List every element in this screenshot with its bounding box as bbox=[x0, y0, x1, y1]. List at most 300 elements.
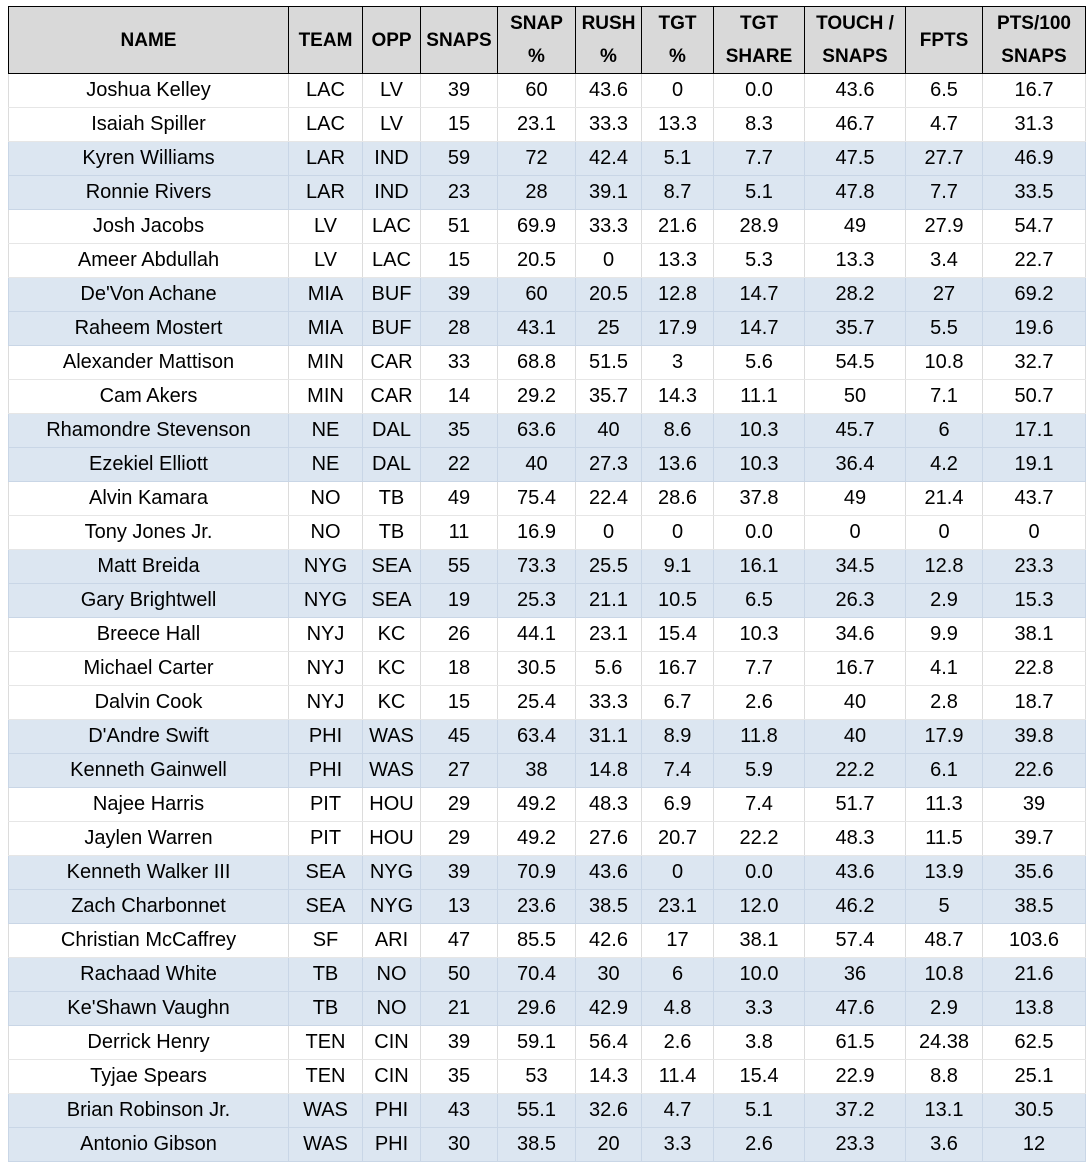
cell-fpts[interactable]: 24.38 bbox=[906, 1026, 983, 1060]
cell-opp[interactable]: KC bbox=[363, 686, 421, 720]
cell-opp[interactable]: IND bbox=[363, 142, 421, 176]
cell-tgt-pct[interactable]: 0 bbox=[642, 856, 714, 890]
cell-snap-pct[interactable]: 25.4 bbox=[498, 686, 576, 720]
cell-team[interactable]: MIN bbox=[289, 380, 363, 414]
cell-team[interactable]: PIT bbox=[289, 822, 363, 856]
cell-rush-pct[interactable]: 14.3 bbox=[576, 1060, 642, 1094]
cell-tgt-share[interactable]: 38.1 bbox=[714, 924, 805, 958]
cell-snap-pct[interactable]: 60 bbox=[498, 278, 576, 312]
cell-tgt-pct[interactable]: 28.6 bbox=[642, 482, 714, 516]
cell-snap-pct[interactable]: 38.5 bbox=[498, 1128, 576, 1162]
cell-fpts[interactable]: 6.5 bbox=[906, 74, 983, 108]
cell-pts-per-100-snaps[interactable]: 15.3 bbox=[983, 584, 1086, 618]
cell-snaps[interactable]: 26 bbox=[421, 618, 498, 652]
cell-touch-per-snaps[interactable]: 16.7 bbox=[805, 652, 906, 686]
cell-snap-pct[interactable]: 85.5 bbox=[498, 924, 576, 958]
cell-team[interactable]: TB bbox=[289, 992, 363, 1026]
cell-opp[interactable]: CAR bbox=[363, 346, 421, 380]
cell-fpts[interactable]: 0 bbox=[906, 516, 983, 550]
cell-snap-pct[interactable]: 23.6 bbox=[498, 890, 576, 924]
cell-snaps[interactable]: 18 bbox=[421, 652, 498, 686]
cell-pts-per-100-snaps[interactable]: 43.7 bbox=[983, 482, 1086, 516]
cell-fpts[interactable]: 4.2 bbox=[906, 448, 983, 482]
cell-tgt-share[interactable]: 5.1 bbox=[714, 176, 805, 210]
column-header-tgt-pct[interactable]: TGT % bbox=[642, 7, 714, 74]
cell-fpts[interactable]: 5 bbox=[906, 890, 983, 924]
cell-team[interactable]: PHI bbox=[289, 754, 363, 788]
cell-team[interactable]: LAC bbox=[289, 108, 363, 142]
cell-fpts[interactable]: 7.1 bbox=[906, 380, 983, 414]
cell-snap-pct[interactable]: 68.8 bbox=[498, 346, 576, 380]
cell-name[interactable]: Antonio Gibson bbox=[9, 1128, 289, 1162]
cell-rush-pct[interactable]: 22.4 bbox=[576, 482, 642, 516]
cell-snap-pct[interactable]: 63.6 bbox=[498, 414, 576, 448]
cell-tgt-share[interactable]: 22.2 bbox=[714, 822, 805, 856]
cell-tgt-share[interactable]: 6.5 bbox=[714, 584, 805, 618]
cell-name[interactable]: Isaiah Spiller bbox=[9, 108, 289, 142]
cell-snap-pct[interactable]: 29.6 bbox=[498, 992, 576, 1026]
cell-snaps[interactable]: 35 bbox=[421, 1060, 498, 1094]
cell-name[interactable]: Gary Brightwell bbox=[9, 584, 289, 618]
cell-rush-pct[interactable]: 27.3 bbox=[576, 448, 642, 482]
cell-snap-pct[interactable]: 69.9 bbox=[498, 210, 576, 244]
cell-pts-per-100-snaps[interactable]: 46.9 bbox=[983, 142, 1086, 176]
cell-pts-per-100-snaps[interactable]: 103.6 bbox=[983, 924, 1086, 958]
cell-touch-per-snaps[interactable]: 47.5 bbox=[805, 142, 906, 176]
cell-tgt-share[interactable]: 7.7 bbox=[714, 652, 805, 686]
cell-opp[interactable]: HOU bbox=[363, 822, 421, 856]
cell-snap-pct[interactable]: 63.4 bbox=[498, 720, 576, 754]
cell-tgt-share[interactable]: 16.1 bbox=[714, 550, 805, 584]
cell-rush-pct[interactable]: 48.3 bbox=[576, 788, 642, 822]
column-header-pts-per-100-snaps[interactable]: PTS/100 SNAPS bbox=[983, 7, 1086, 74]
cell-fpts[interactable]: 12.8 bbox=[906, 550, 983, 584]
cell-name[interactable]: Tony Jones Jr. bbox=[9, 516, 289, 550]
cell-pts-per-100-snaps[interactable]: 22.7 bbox=[983, 244, 1086, 278]
cell-opp[interactable]: NYG bbox=[363, 890, 421, 924]
cell-touch-per-snaps[interactable]: 40 bbox=[805, 720, 906, 754]
cell-tgt-share[interactable]: 7.7 bbox=[714, 142, 805, 176]
cell-tgt-share[interactable]: 11.8 bbox=[714, 720, 805, 754]
cell-rush-pct[interactable]: 21.1 bbox=[576, 584, 642, 618]
cell-tgt-pct[interactable]: 15.4 bbox=[642, 618, 714, 652]
cell-rush-pct[interactable]: 35.7 bbox=[576, 380, 642, 414]
cell-fpts[interactable]: 8.8 bbox=[906, 1060, 983, 1094]
cell-tgt-pct[interactable]: 11.4 bbox=[642, 1060, 714, 1094]
cell-team[interactable]: NE bbox=[289, 448, 363, 482]
cell-opp[interactable]: TB bbox=[363, 516, 421, 550]
cell-tgt-pct[interactable]: 8.7 bbox=[642, 176, 714, 210]
cell-pts-per-100-snaps[interactable]: 19.1 bbox=[983, 448, 1086, 482]
cell-rush-pct[interactable]: 23.1 bbox=[576, 618, 642, 652]
cell-opp[interactable]: LAC bbox=[363, 210, 421, 244]
cell-team[interactable]: WAS bbox=[289, 1128, 363, 1162]
cell-fpts[interactable]: 4.7 bbox=[906, 108, 983, 142]
cell-tgt-share[interactable]: 10.3 bbox=[714, 414, 805, 448]
cell-snaps[interactable]: 47 bbox=[421, 924, 498, 958]
cell-tgt-pct[interactable]: 23.1 bbox=[642, 890, 714, 924]
cell-name[interactable]: Kenneth Walker III bbox=[9, 856, 289, 890]
cell-tgt-pct[interactable]: 9.1 bbox=[642, 550, 714, 584]
cell-name[interactable]: Derrick Henry bbox=[9, 1026, 289, 1060]
cell-rush-pct[interactable]: 31.1 bbox=[576, 720, 642, 754]
cell-tgt-pct[interactable]: 17.9 bbox=[642, 312, 714, 346]
cell-tgt-share[interactable]: 0.0 bbox=[714, 856, 805, 890]
cell-rush-pct[interactable]: 39.1 bbox=[576, 176, 642, 210]
cell-rush-pct[interactable]: 51.5 bbox=[576, 346, 642, 380]
cell-snap-pct[interactable]: 60 bbox=[498, 74, 576, 108]
cell-snap-pct[interactable]: 53 bbox=[498, 1060, 576, 1094]
cell-team[interactable]: TB bbox=[289, 958, 363, 992]
cell-team[interactable]: SF bbox=[289, 924, 363, 958]
cell-team[interactable]: WAS bbox=[289, 1094, 363, 1128]
cell-snaps[interactable]: 13 bbox=[421, 890, 498, 924]
cell-touch-per-snaps[interactable]: 23.3 bbox=[805, 1128, 906, 1162]
cell-fpts[interactable]: 2.9 bbox=[906, 992, 983, 1026]
cell-team[interactable]: NYJ bbox=[289, 686, 363, 720]
cell-touch-per-snaps[interactable]: 46.7 bbox=[805, 108, 906, 142]
cell-fpts[interactable]: 27 bbox=[906, 278, 983, 312]
cell-tgt-share[interactable]: 12.0 bbox=[714, 890, 805, 924]
cell-tgt-share[interactable]: 2.6 bbox=[714, 1128, 805, 1162]
cell-tgt-share[interactable]: 5.3 bbox=[714, 244, 805, 278]
cell-opp[interactable]: IND bbox=[363, 176, 421, 210]
cell-name[interactable]: Rachaad White bbox=[9, 958, 289, 992]
cell-rush-pct[interactable]: 25.5 bbox=[576, 550, 642, 584]
cell-opp[interactable]: CIN bbox=[363, 1060, 421, 1094]
cell-snap-pct[interactable]: 20.5 bbox=[498, 244, 576, 278]
cell-touch-per-snaps[interactable]: 36 bbox=[805, 958, 906, 992]
cell-name[interactable]: Kyren Williams bbox=[9, 142, 289, 176]
cell-opp[interactable]: ARI bbox=[363, 924, 421, 958]
cell-tgt-pct[interactable]: 20.7 bbox=[642, 822, 714, 856]
cell-team[interactable]: MIA bbox=[289, 312, 363, 346]
cell-tgt-share[interactable]: 15.4 bbox=[714, 1060, 805, 1094]
cell-tgt-pct[interactable]: 0 bbox=[642, 516, 714, 550]
cell-fpts[interactable]: 11.3 bbox=[906, 788, 983, 822]
cell-pts-per-100-snaps[interactable]: 69.2 bbox=[983, 278, 1086, 312]
cell-fpts[interactable]: 2.8 bbox=[906, 686, 983, 720]
cell-team[interactable]: NO bbox=[289, 482, 363, 516]
cell-rush-pct[interactable]: 56.4 bbox=[576, 1026, 642, 1060]
cell-snap-pct[interactable]: 38 bbox=[498, 754, 576, 788]
cell-tgt-share[interactable]: 0.0 bbox=[714, 516, 805, 550]
cell-snap-pct[interactable]: 70.4 bbox=[498, 958, 576, 992]
cell-fpts[interactable]: 2.9 bbox=[906, 584, 983, 618]
cell-name[interactable]: Cam Akers bbox=[9, 380, 289, 414]
cell-tgt-share[interactable]: 5.1 bbox=[714, 1094, 805, 1128]
cell-snap-pct[interactable]: 59.1 bbox=[498, 1026, 576, 1060]
cell-team[interactable]: NYJ bbox=[289, 618, 363, 652]
cell-name[interactable]: Alexander Mattison bbox=[9, 346, 289, 380]
cell-rush-pct[interactable]: 33.3 bbox=[576, 686, 642, 720]
cell-snaps[interactable]: 43 bbox=[421, 1094, 498, 1128]
cell-rush-pct[interactable]: 42.4 bbox=[576, 142, 642, 176]
cell-fpts[interactable]: 7.7 bbox=[906, 176, 983, 210]
cell-pts-per-100-snaps[interactable]: 0 bbox=[983, 516, 1086, 550]
cell-snaps[interactable]: 21 bbox=[421, 992, 498, 1026]
cell-snap-pct[interactable]: 28 bbox=[498, 176, 576, 210]
cell-fpts[interactable]: 10.8 bbox=[906, 958, 983, 992]
cell-pts-per-100-snaps[interactable]: 22.8 bbox=[983, 652, 1086, 686]
column-header-touch-per-snaps[interactable]: TOUCH / SNAPS bbox=[805, 7, 906, 74]
column-header-snaps[interactable]: SNAPS bbox=[421, 7, 498, 74]
cell-touch-per-snaps[interactable]: 45.7 bbox=[805, 414, 906, 448]
cell-touch-per-snaps[interactable]: 0 bbox=[805, 516, 906, 550]
cell-rush-pct[interactable]: 43.6 bbox=[576, 856, 642, 890]
cell-name[interactable]: Kenneth Gainwell bbox=[9, 754, 289, 788]
cell-team[interactable]: NO bbox=[289, 516, 363, 550]
cell-fpts[interactable]: 11.5 bbox=[906, 822, 983, 856]
cell-tgt-pct[interactable]: 4.7 bbox=[642, 1094, 714, 1128]
cell-name[interactable]: D'Andre Swift bbox=[9, 720, 289, 754]
cell-rush-pct[interactable]: 30 bbox=[576, 958, 642, 992]
cell-tgt-pct[interactable]: 17 bbox=[642, 924, 714, 958]
cell-touch-per-snaps[interactable]: 47.8 bbox=[805, 176, 906, 210]
cell-pts-per-100-snaps[interactable]: 31.3 bbox=[983, 108, 1086, 142]
cell-snaps[interactable]: 49 bbox=[421, 482, 498, 516]
cell-rush-pct[interactable]: 38.5 bbox=[576, 890, 642, 924]
column-header-rush-pct[interactable]: RUSH % bbox=[576, 7, 642, 74]
cell-rush-pct[interactable]: 40 bbox=[576, 414, 642, 448]
cell-team[interactable]: MIN bbox=[289, 346, 363, 380]
cell-team[interactable]: SEA bbox=[289, 890, 363, 924]
cell-tgt-pct[interactable]: 16.7 bbox=[642, 652, 714, 686]
cell-name[interactable]: Josh Jacobs bbox=[9, 210, 289, 244]
cell-snaps[interactable]: 51 bbox=[421, 210, 498, 244]
cell-snaps[interactable]: 11 bbox=[421, 516, 498, 550]
cell-team[interactable]: LV bbox=[289, 210, 363, 244]
cell-snaps[interactable]: 19 bbox=[421, 584, 498, 618]
cell-tgt-pct[interactable]: 13.3 bbox=[642, 244, 714, 278]
cell-rush-pct[interactable]: 43.6 bbox=[576, 74, 642, 108]
cell-fpts[interactable]: 27.7 bbox=[906, 142, 983, 176]
cell-snaps[interactable]: 39 bbox=[421, 278, 498, 312]
cell-snaps[interactable]: 14 bbox=[421, 380, 498, 414]
cell-team[interactable]: NYJ bbox=[289, 652, 363, 686]
cell-snaps[interactable]: 39 bbox=[421, 856, 498, 890]
cell-touch-per-snaps[interactable]: 22.9 bbox=[805, 1060, 906, 1094]
cell-tgt-share[interactable]: 10.0 bbox=[714, 958, 805, 992]
cell-touch-per-snaps[interactable]: 35.7 bbox=[805, 312, 906, 346]
cell-pts-per-100-snaps[interactable]: 54.7 bbox=[983, 210, 1086, 244]
cell-tgt-share[interactable]: 3.3 bbox=[714, 992, 805, 1026]
cell-touch-per-snaps[interactable]: 54.5 bbox=[805, 346, 906, 380]
cell-pts-per-100-snaps[interactable]: 23.3 bbox=[983, 550, 1086, 584]
cell-opp[interactable]: DAL bbox=[363, 448, 421, 482]
cell-tgt-pct[interactable]: 21.6 bbox=[642, 210, 714, 244]
cell-rush-pct[interactable]: 20.5 bbox=[576, 278, 642, 312]
cell-rush-pct[interactable]: 42.9 bbox=[576, 992, 642, 1026]
cell-pts-per-100-snaps[interactable]: 19.6 bbox=[983, 312, 1086, 346]
cell-opp[interactable]: NYG bbox=[363, 856, 421, 890]
cell-team[interactable]: PHI bbox=[289, 720, 363, 754]
cell-name[interactable]: Rhamondre Stevenson bbox=[9, 414, 289, 448]
cell-snap-pct[interactable]: 75.4 bbox=[498, 482, 576, 516]
cell-tgt-share[interactable]: 5.9 bbox=[714, 754, 805, 788]
cell-team[interactable]: TEN bbox=[289, 1060, 363, 1094]
cell-pts-per-100-snaps[interactable]: 39 bbox=[983, 788, 1086, 822]
cell-tgt-share[interactable]: 8.3 bbox=[714, 108, 805, 142]
cell-fpts[interactable]: 17.9 bbox=[906, 720, 983, 754]
cell-touch-per-snaps[interactable]: 46.2 bbox=[805, 890, 906, 924]
cell-snaps[interactable]: 22 bbox=[421, 448, 498, 482]
cell-pts-per-100-snaps[interactable]: 62.5 bbox=[983, 1026, 1086, 1060]
cell-opp[interactable]: PHI bbox=[363, 1128, 421, 1162]
cell-snap-pct[interactable]: 25.3 bbox=[498, 584, 576, 618]
cell-tgt-pct[interactable]: 3.3 bbox=[642, 1128, 714, 1162]
cell-team[interactable]: NYG bbox=[289, 584, 363, 618]
cell-name[interactable]: Alvin Kamara bbox=[9, 482, 289, 516]
cell-snap-pct[interactable]: 44.1 bbox=[498, 618, 576, 652]
cell-opp[interactable]: LV bbox=[363, 108, 421, 142]
cell-snaps[interactable]: 15 bbox=[421, 686, 498, 720]
cell-opp[interactable]: DAL bbox=[363, 414, 421, 448]
cell-rush-pct[interactable]: 33.3 bbox=[576, 108, 642, 142]
cell-snaps[interactable]: 23 bbox=[421, 176, 498, 210]
cell-snaps[interactable]: 59 bbox=[421, 142, 498, 176]
cell-touch-per-snaps[interactable]: 37.2 bbox=[805, 1094, 906, 1128]
cell-name[interactable]: Joshua Kelley bbox=[9, 74, 289, 108]
cell-fpts[interactable]: 5.5 bbox=[906, 312, 983, 346]
cell-pts-per-100-snaps[interactable]: 35.6 bbox=[983, 856, 1086, 890]
column-header-team[interactable]: TEAM bbox=[289, 7, 363, 74]
cell-pts-per-100-snaps[interactable]: 32.7 bbox=[983, 346, 1086, 380]
cell-team[interactable]: LAC bbox=[289, 74, 363, 108]
cell-snaps[interactable]: 30 bbox=[421, 1128, 498, 1162]
cell-snap-pct[interactable]: 72 bbox=[498, 142, 576, 176]
cell-opp[interactable]: NO bbox=[363, 958, 421, 992]
cell-fpts[interactable]: 3.4 bbox=[906, 244, 983, 278]
cell-name[interactable]: Ezekiel Elliott bbox=[9, 448, 289, 482]
cell-tgt-pct[interactable]: 6 bbox=[642, 958, 714, 992]
cell-name[interactable]: Matt Breida bbox=[9, 550, 289, 584]
cell-rush-pct[interactable]: 33.3 bbox=[576, 210, 642, 244]
cell-snap-pct[interactable]: 49.2 bbox=[498, 788, 576, 822]
cell-tgt-share[interactable]: 3.8 bbox=[714, 1026, 805, 1060]
cell-team[interactable]: LV bbox=[289, 244, 363, 278]
cell-pts-per-100-snaps[interactable]: 39.8 bbox=[983, 720, 1086, 754]
cell-opp[interactable]: LV bbox=[363, 74, 421, 108]
cell-touch-per-snaps[interactable]: 40 bbox=[805, 686, 906, 720]
cell-fpts[interactable]: 9.9 bbox=[906, 618, 983, 652]
cell-pts-per-100-snaps[interactable]: 13.8 bbox=[983, 992, 1086, 1026]
cell-snap-pct[interactable]: 40 bbox=[498, 448, 576, 482]
cell-opp[interactable]: WAS bbox=[363, 754, 421, 788]
cell-pts-per-100-snaps[interactable]: 39.7 bbox=[983, 822, 1086, 856]
cell-snap-pct[interactable]: 73.3 bbox=[498, 550, 576, 584]
cell-opp[interactable]: CAR bbox=[363, 380, 421, 414]
cell-team[interactable]: LAR bbox=[289, 176, 363, 210]
cell-pts-per-100-snaps[interactable]: 38.1 bbox=[983, 618, 1086, 652]
cell-rush-pct[interactable]: 5.6 bbox=[576, 652, 642, 686]
column-header-fpts[interactable]: FPTS bbox=[906, 7, 983, 74]
cell-touch-per-snaps[interactable]: 49 bbox=[805, 482, 906, 516]
cell-touch-per-snaps[interactable]: 47.6 bbox=[805, 992, 906, 1026]
cell-tgt-pct[interactable]: 6.9 bbox=[642, 788, 714, 822]
cell-fpts[interactable]: 10.8 bbox=[906, 346, 983, 380]
cell-touch-per-snaps[interactable]: 51.7 bbox=[805, 788, 906, 822]
cell-name[interactable]: Jaylen Warren bbox=[9, 822, 289, 856]
cell-tgt-share[interactable]: 11.1 bbox=[714, 380, 805, 414]
cell-fpts[interactable]: 6.1 bbox=[906, 754, 983, 788]
cell-pts-per-100-snaps[interactable]: 50.7 bbox=[983, 380, 1086, 414]
cell-tgt-share[interactable]: 5.6 bbox=[714, 346, 805, 380]
cell-tgt-pct[interactable]: 14.3 bbox=[642, 380, 714, 414]
cell-name[interactable]: Ronnie Rivers bbox=[9, 176, 289, 210]
cell-name[interactable]: Dalvin Cook bbox=[9, 686, 289, 720]
cell-name[interactable]: Najee Harris bbox=[9, 788, 289, 822]
cell-tgt-pct[interactable]: 13.3 bbox=[642, 108, 714, 142]
column-header-name[interactable]: NAME bbox=[9, 7, 289, 74]
cell-team[interactable]: SEA bbox=[289, 856, 363, 890]
cell-opp[interactable]: SEA bbox=[363, 584, 421, 618]
cell-tgt-share[interactable]: 7.4 bbox=[714, 788, 805, 822]
cell-opp[interactable]: PHI bbox=[363, 1094, 421, 1128]
cell-touch-per-snaps[interactable]: 57.4 bbox=[805, 924, 906, 958]
cell-touch-per-snaps[interactable]: 28.2 bbox=[805, 278, 906, 312]
cell-snaps[interactable]: 39 bbox=[421, 74, 498, 108]
cell-tgt-share[interactable]: 37.8 bbox=[714, 482, 805, 516]
cell-snaps[interactable]: 29 bbox=[421, 822, 498, 856]
cell-fpts[interactable]: 48.7 bbox=[906, 924, 983, 958]
cell-tgt-pct[interactable]: 2.6 bbox=[642, 1026, 714, 1060]
cell-touch-per-snaps[interactable]: 61.5 bbox=[805, 1026, 906, 1060]
cell-snaps[interactable]: 29 bbox=[421, 788, 498, 822]
cell-pts-per-100-snaps[interactable]: 17.1 bbox=[983, 414, 1086, 448]
cell-name[interactable]: Christian McCaffrey bbox=[9, 924, 289, 958]
cell-touch-per-snaps[interactable]: 26.3 bbox=[805, 584, 906, 618]
cell-name[interactable]: Michael Carter bbox=[9, 652, 289, 686]
cell-snaps[interactable]: 27 bbox=[421, 754, 498, 788]
cell-touch-per-snaps[interactable]: 13.3 bbox=[805, 244, 906, 278]
cell-rush-pct[interactable]: 0 bbox=[576, 516, 642, 550]
cell-tgt-pct[interactable]: 3 bbox=[642, 346, 714, 380]
cell-team[interactable]: NE bbox=[289, 414, 363, 448]
cell-tgt-pct[interactable]: 7.4 bbox=[642, 754, 714, 788]
cell-tgt-share[interactable]: 10.3 bbox=[714, 618, 805, 652]
cell-pts-per-100-snaps[interactable]: 12 bbox=[983, 1128, 1086, 1162]
cell-pts-per-100-snaps[interactable]: 33.5 bbox=[983, 176, 1086, 210]
cell-snaps[interactable]: 33 bbox=[421, 346, 498, 380]
cell-fpts[interactable]: 21.4 bbox=[906, 482, 983, 516]
column-header-tgt-share[interactable]: TGT SHARE bbox=[714, 7, 805, 74]
cell-tgt-share[interactable]: 10.3 bbox=[714, 448, 805, 482]
cell-pts-per-100-snaps[interactable]: 21.6 bbox=[983, 958, 1086, 992]
cell-pts-per-100-snaps[interactable]: 22.6 bbox=[983, 754, 1086, 788]
cell-opp[interactable]: BUF bbox=[363, 312, 421, 346]
cell-opp[interactable]: SEA bbox=[363, 550, 421, 584]
cell-opp[interactable]: KC bbox=[363, 652, 421, 686]
cell-snaps[interactable]: 35 bbox=[421, 414, 498, 448]
cell-snap-pct[interactable]: 30.5 bbox=[498, 652, 576, 686]
cell-rush-pct[interactable]: 20 bbox=[576, 1128, 642, 1162]
cell-team[interactable]: TEN bbox=[289, 1026, 363, 1060]
cell-tgt-share[interactable]: 0.0 bbox=[714, 74, 805, 108]
cell-touch-per-snaps[interactable]: 43.6 bbox=[805, 856, 906, 890]
cell-rush-pct[interactable]: 0 bbox=[576, 244, 642, 278]
cell-snaps[interactable]: 28 bbox=[421, 312, 498, 346]
cell-snaps[interactable]: 45 bbox=[421, 720, 498, 754]
cell-touch-per-snaps[interactable]: 48.3 bbox=[805, 822, 906, 856]
cell-rush-pct[interactable]: 32.6 bbox=[576, 1094, 642, 1128]
cell-snap-pct[interactable]: 49.2 bbox=[498, 822, 576, 856]
cell-opp[interactable]: HOU bbox=[363, 788, 421, 822]
cell-snaps[interactable]: 39 bbox=[421, 1026, 498, 1060]
cell-opp[interactable]: LAC bbox=[363, 244, 421, 278]
cell-fpts[interactable]: 13.9 bbox=[906, 856, 983, 890]
cell-name[interactable]: Brian Robinson Jr. bbox=[9, 1094, 289, 1128]
